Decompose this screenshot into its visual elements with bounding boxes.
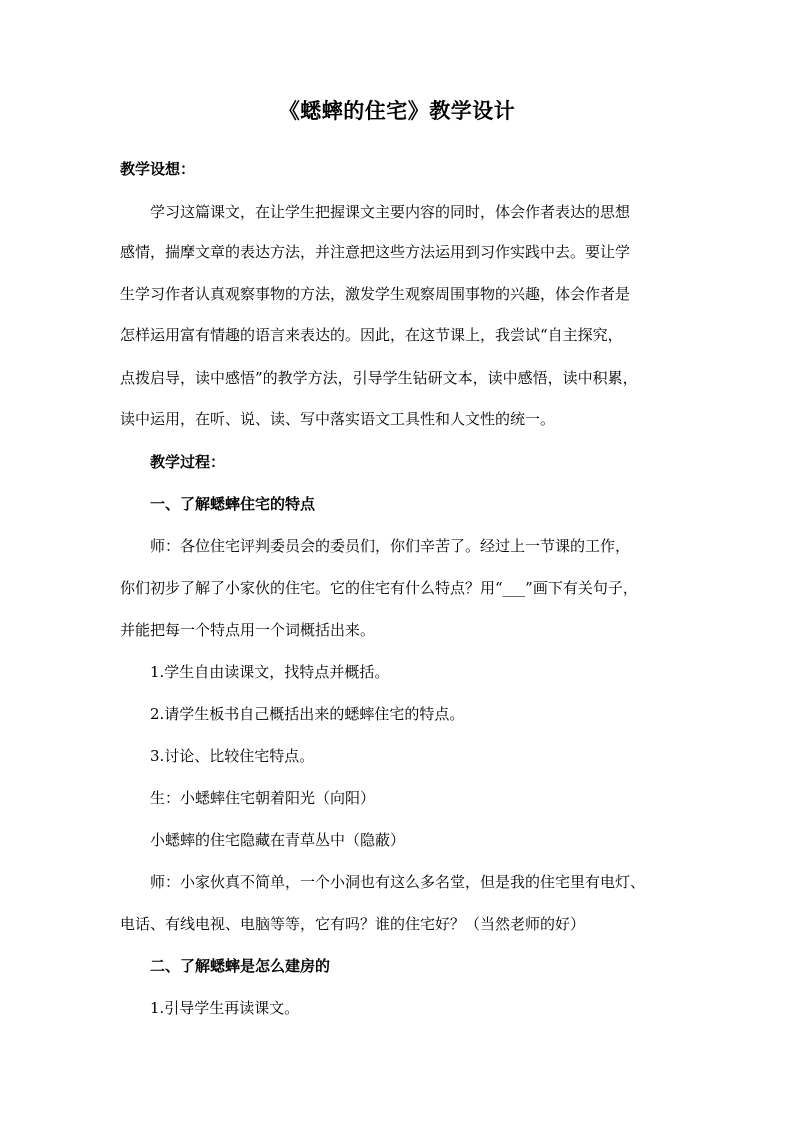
teacher-line: 你们初步了解了小家伙的住宅。它的住宅有什么特点？用“___”画下有关句子， (120, 579, 638, 597)
paragraph-line: 点拨启导，读中感悟”的教学方法，引导学生钻研文本，读中感悟，读中积累， (120, 369, 638, 387)
paragraph-line: 读中运用，在听、说、读、写中落实语文工具性和人文性的统一。 (120, 410, 556, 428)
section-heading-process: 教学过程： (150, 453, 226, 471)
student-answer: 小蟋蟀的住宅隐藏在青草丛中（隐蔽） (150, 831, 406, 849)
paragraph-line: 怎样运用富有情趣的语言来表达的。因此，在这节课上，我尝试“自主探究， (120, 326, 623, 344)
step-item: 1.引导学生再读课文。 (150, 999, 300, 1017)
teacher-line: 师：各位住宅评判委员会的委员们，你们辛苦了。经过上一节课的工作， (150, 537, 631, 555)
document-title: 《蟋蟀的住宅》教学设计 (278, 98, 516, 123)
teacher-line: 师：小家伙真不简单，一个小洞也有这么多名堂，但是我的住宅里有电灯、 (150, 873, 646, 891)
part2-heading: 二、了解蟋蟀是怎么建房的 (150, 957, 331, 975)
section-heading-design: 教学设想： (120, 160, 196, 178)
paragraph-line: 生学习作者认真观察事物的方法，激发学生观察周围事物的兴趣，体会作者是 (120, 285, 631, 303)
paragraph-line: 感情，揣摩文章的表达方法，并注意把这些方法运用到习作实践中去。要让学 (120, 243, 631, 261)
teacher-line: 电话、有线电视、电脑等等，它有吗？谁的住宅好？（当然老师的好） (120, 915, 586, 933)
step-item: 1.学生自由读课文，找特点并概括。 (150, 663, 390, 681)
student-answer: 生：小蟋蟀住宅朝着阳光（向阳） (150, 789, 376, 807)
step-item: 3.讨论、比较住宅特点。 (150, 747, 315, 765)
part1-heading: 一、了解蟋蟀住宅的特点 (150, 495, 316, 513)
teacher-line: 并能把每一个特点用一个词概括出来。 (120, 621, 376, 639)
paragraph-line: 学习这篇课文，在让学生把握课文主要内容的同时，体会作者表达的思想 (150, 203, 631, 221)
step-item: 2.请学生板书自己概括出来的蟋蟀住宅的特点。 (150, 705, 465, 723)
